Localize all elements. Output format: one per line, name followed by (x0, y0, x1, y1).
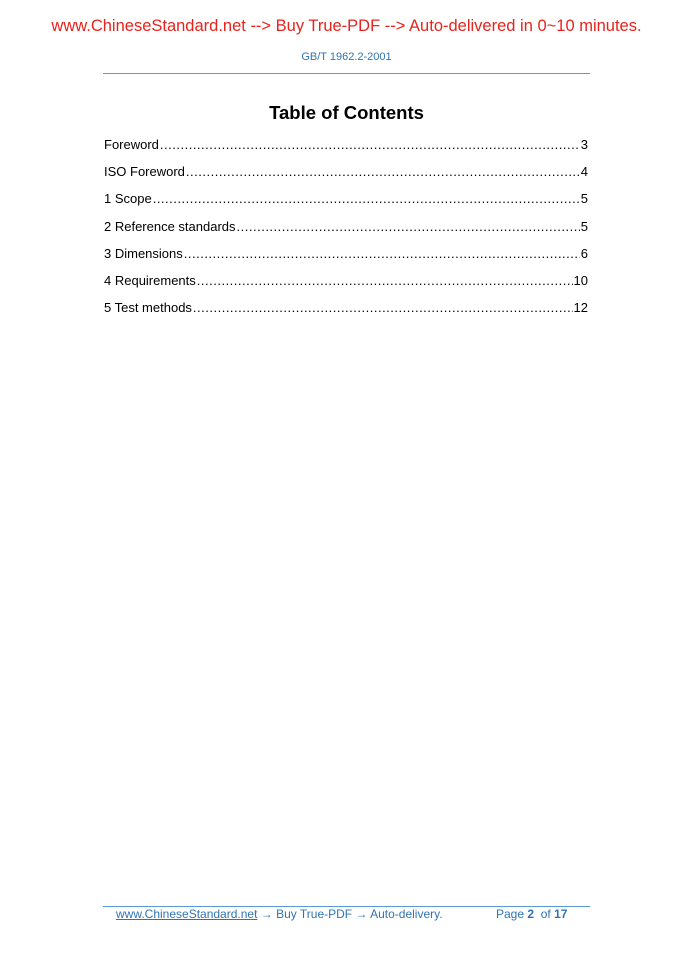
toc-entry-page: 6 (580, 245, 588, 261)
toc-entry-test-methods[interactable] (104, 300, 588, 327)
footer-site-link[interactable]: www.ChineseStandard.net (116, 907, 258, 921)
toc-entry-label: Foreword (104, 137, 159, 152)
page-number (496, 907, 567, 921)
toc-entry-label: 4 Requirements (104, 272, 196, 288)
header-divider (103, 73, 590, 74)
table-of-contents (104, 137, 588, 327)
current-page: 2 (527, 907, 535, 921)
toc-entry-label: 5 Test methods (104, 300, 192, 316)
dot-leader (184, 246, 580, 261)
dot-leader (237, 219, 580, 234)
toc-entry-page: 5 (580, 218, 588, 234)
dot-leader (193, 300, 573, 315)
toc-entry-page: 10 (573, 272, 588, 288)
toc-entry-label: 3 Dimensions (104, 245, 183, 261)
toc-entry-reference-standards[interactable] (104, 219, 588, 246)
toc-entry-label: 2 Reference standards (104, 218, 236, 234)
toc-entry-page: 12 (573, 300, 588, 316)
dot-leader (153, 191, 580, 206)
dot-leader (197, 273, 573, 288)
dot-leader (186, 164, 580, 179)
toc-title: Table of Contents (269, 102, 424, 123)
toc-entry-label: 1 Scope (104, 191, 152, 207)
toc-entry-page: 3 (580, 137, 588, 152)
page-label: Page (496, 907, 525, 921)
dot-leader (160, 137, 580, 152)
footer-promo-text: → Buy True-PDF → Auto-delivery. (257, 907, 443, 921)
toc-entry-scope[interactable] (104, 191, 588, 218)
toc-entry-iso-foreword[interactable] (104, 164, 588, 191)
toc-entry-foreword[interactable] (104, 137, 588, 164)
promo-banner[interactable]: www.ChineseStandard.net --> Buy True-PDF --> Auto-delivered in 0~10 minutes. (51, 17, 642, 35)
document-code: GB/T 1962.2-2001 (301, 51, 392, 63)
toc-entry-label: ISO Foreword (104, 164, 185, 180)
total-pages: 17 (554, 907, 568, 921)
page-of-label: of (540, 907, 551, 921)
toc-entry-dimensions[interactable] (104, 246, 588, 273)
toc-entry-page: 4 (580, 164, 588, 180)
toc-entry-page: 5 (580, 191, 588, 207)
page-footer (103, 907, 590, 923)
toc-entry-requirements[interactable] (104, 273, 588, 300)
footer-promo (116, 907, 443, 921)
